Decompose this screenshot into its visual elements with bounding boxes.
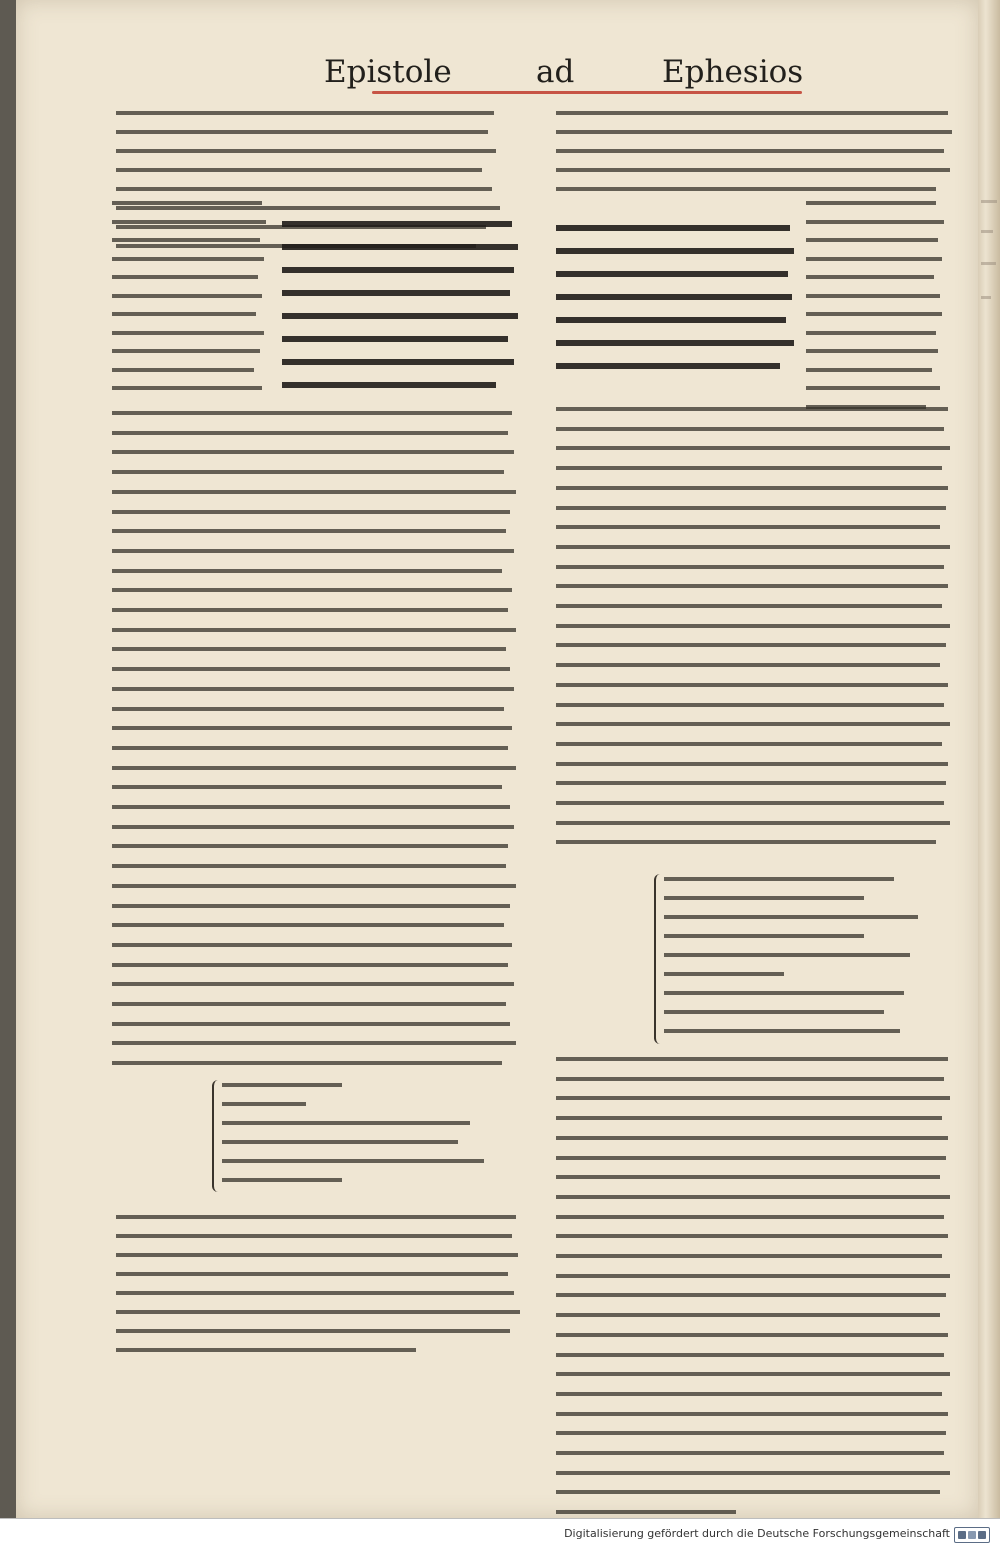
text-line-placeholder	[112, 238, 260, 242]
text-line-placeholder	[116, 1310, 520, 1314]
text-line-placeholder	[556, 1412, 948, 1416]
text-line-placeholder	[112, 1022, 510, 1026]
text-line-placeholder	[556, 506, 946, 510]
text-line-placeholder	[112, 766, 516, 770]
text-line-placeholder	[282, 244, 518, 250]
text-line-placeholder	[112, 349, 260, 353]
funding-credit: Digitalisierung gefördert durch die Deutsche Forschungsgemeinschaft	[564, 1527, 950, 1540]
text-line-placeholder	[112, 667, 510, 671]
book-page	[16, 0, 978, 1518]
text-line-placeholder	[806, 331, 936, 335]
text-line-placeholder	[556, 604, 942, 608]
text-line-placeholder	[664, 1010, 884, 1014]
text-line-placeholder	[116, 1348, 416, 1352]
text-line-placeholder	[116, 168, 482, 172]
text-line-placeholder	[222, 1102, 306, 1106]
dfg-logo-icon	[954, 1527, 990, 1543]
text-line-placeholder	[556, 1451, 944, 1455]
left-scripture-column	[282, 216, 524, 406]
text-line-placeholder	[556, 1471, 950, 1475]
text-line-placeholder	[116, 1215, 516, 1219]
text-line-placeholder	[112, 411, 512, 415]
text-line-placeholder	[282, 382, 496, 388]
text-line-placeholder	[556, 1254, 942, 1258]
text-line-placeholder	[112, 608, 508, 612]
text-line-placeholder	[112, 312, 256, 316]
text-line-placeholder	[556, 703, 944, 707]
text-line-placeholder	[556, 168, 950, 172]
text-line-placeholder	[222, 1159, 484, 1163]
binding-shadow	[0, 0, 16, 1518]
text-line-placeholder	[112, 257, 264, 261]
text-line-placeholder	[112, 569, 502, 573]
text-line-placeholder	[664, 1029, 900, 1033]
text-line-placeholder	[556, 1490, 940, 1494]
text-line-placeholder	[282, 267, 514, 273]
text-line-placeholder	[112, 904, 510, 908]
text-line-placeholder	[112, 386, 262, 390]
text-line-placeholder	[664, 972, 784, 976]
text-line-placeholder	[556, 840, 936, 844]
text-line-placeholder	[556, 525, 940, 529]
text-line-placeholder	[112, 450, 514, 454]
text-line-placeholder	[556, 1116, 942, 1120]
text-line-placeholder	[556, 1057, 948, 1061]
text-line-placeholder	[556, 584, 948, 588]
right-commentary-main	[556, 402, 956, 862]
text-line-placeholder	[556, 1077, 944, 1081]
text-line-placeholder	[112, 844, 508, 848]
text-line-placeholder	[556, 248, 794, 254]
text-line-placeholder	[116, 111, 494, 115]
text-line-placeholder	[112, 1002, 506, 1006]
text-line-placeholder	[556, 821, 950, 825]
text-line-placeholder	[556, 446, 950, 450]
text-line-placeholder	[664, 915, 918, 919]
text-line-placeholder	[556, 1333, 948, 1337]
text-line-placeholder	[112, 785, 502, 789]
text-line-placeholder	[112, 825, 514, 829]
rubric-underline	[372, 91, 802, 94]
text-line-placeholder	[282, 290, 510, 296]
next-page-edge	[978, 0, 1000, 1518]
text-line-placeholder	[112, 490, 516, 494]
text-line-placeholder	[664, 896, 864, 900]
running-head-word-1: Epistole	[324, 54, 452, 90]
text-line-placeholder	[556, 565, 944, 569]
text-line-placeholder	[112, 1041, 516, 1045]
text-line-placeholder	[556, 486, 948, 490]
text-line-placeholder	[116, 130, 488, 134]
text-line-placeholder	[112, 201, 262, 205]
text-line-placeholder	[556, 1353, 944, 1357]
text-line-placeholder	[112, 331, 264, 335]
text-line-placeholder	[664, 877, 894, 881]
text-line-placeholder	[116, 1329, 510, 1333]
text-line-placeholder	[556, 1274, 950, 1278]
text-line-placeholder	[556, 187, 936, 191]
right-scripture-column	[556, 220, 800, 390]
text-line-placeholder	[556, 1313, 940, 1317]
text-line-placeholder	[112, 431, 508, 435]
text-line-placeholder	[116, 1253, 518, 1257]
text-line-placeholder	[556, 1431, 946, 1435]
text-line-placeholder	[556, 1510, 736, 1514]
text-line-placeholder	[116, 1272, 508, 1276]
text-line-placeholder	[282, 221, 512, 227]
left-list-brace	[212, 1080, 222, 1192]
text-line-placeholder	[112, 943, 512, 947]
text-line-placeholder	[806, 294, 940, 298]
text-line-placeholder	[806, 386, 940, 390]
text-line-placeholder	[556, 225, 790, 231]
text-line-placeholder	[112, 628, 516, 632]
text-line-placeholder	[556, 1175, 940, 1179]
text-line-placeholder	[222, 1140, 458, 1144]
text-line-placeholder	[222, 1083, 342, 1087]
text-line-placeholder	[556, 683, 948, 687]
text-line-placeholder	[282, 313, 518, 319]
text-line-placeholder	[112, 588, 512, 592]
text-line-placeholder	[556, 1096, 950, 1100]
left-brace-list	[222, 1078, 502, 1198]
running-head-word-2: ad	[536, 54, 575, 90]
text-line-placeholder	[556, 1195, 950, 1199]
text-line-placeholder	[112, 923, 504, 927]
text-line-placeholder	[112, 294, 262, 298]
text-line-placeholder	[112, 982, 514, 986]
right-commentary-bottom	[556, 1052, 956, 1522]
text-line-placeholder	[112, 884, 516, 888]
text-line-placeholder	[116, 149, 496, 153]
text-line-placeholder	[556, 545, 950, 549]
text-line-placeholder	[556, 624, 950, 628]
text-line-placeholder	[112, 510, 510, 514]
text-line-placeholder	[116, 1234, 512, 1238]
text-line-placeholder	[112, 707, 504, 711]
text-line-placeholder	[556, 1156, 946, 1160]
left-sidebar-gloss	[112, 196, 272, 406]
right-sidebar-gloss	[806, 196, 950, 426]
text-line-placeholder	[806, 220, 944, 224]
text-line-placeholder	[116, 1291, 514, 1295]
text-line-placeholder	[806, 257, 942, 261]
text-line-placeholder	[112, 746, 508, 750]
text-line-placeholder	[806, 238, 938, 242]
text-line-placeholder	[664, 953, 910, 957]
text-line-placeholder	[806, 201, 936, 205]
text-line-placeholder	[806, 312, 942, 316]
text-line-placeholder	[556, 1234, 948, 1238]
text-line-placeholder	[664, 934, 864, 938]
text-line-placeholder	[556, 111, 948, 115]
text-line-placeholder	[556, 801, 944, 805]
right-brace-list	[664, 872, 944, 1052]
text-line-placeholder	[556, 1215, 944, 1219]
text-line-placeholder	[556, 363, 780, 369]
text-line-placeholder	[112, 726, 512, 730]
text-line-placeholder	[556, 762, 948, 766]
text-line-placeholder	[556, 340, 794, 346]
text-line-placeholder	[556, 722, 950, 726]
text-line-placeholder	[556, 643, 946, 647]
text-line-placeholder	[806, 349, 938, 353]
text-line-placeholder	[112, 864, 506, 868]
text-line-placeholder	[556, 294, 792, 300]
text-line-placeholder	[556, 466, 942, 470]
text-line-placeholder	[556, 407, 948, 411]
text-line-placeholder	[112, 805, 510, 809]
left-commentary-bottom	[116, 1210, 526, 1370]
footer-bar	[0, 1518, 1000, 1549]
text-line-placeholder	[282, 359, 514, 365]
text-line-placeholder	[806, 368, 932, 372]
text-line-placeholder	[112, 687, 514, 691]
text-line-placeholder	[112, 470, 504, 474]
right-list-brace	[654, 874, 664, 1044]
text-line-placeholder	[556, 149, 944, 153]
text-line-placeholder	[222, 1178, 342, 1182]
text-line-placeholder	[112, 549, 514, 553]
text-line-placeholder	[112, 275, 258, 279]
text-line-placeholder	[556, 1136, 948, 1140]
text-line-placeholder	[112, 529, 506, 533]
text-line-placeholder	[556, 742, 942, 746]
running-head	[16, 52, 978, 92]
text-line-placeholder	[112, 220, 266, 224]
left-commentary-main	[112, 406, 522, 1076]
text-line-placeholder	[112, 647, 506, 651]
text-line-placeholder	[556, 427, 944, 431]
text-line-placeholder	[556, 1372, 950, 1376]
text-line-placeholder	[556, 317, 786, 323]
text-line-placeholder	[556, 271, 788, 277]
text-line-placeholder	[806, 275, 934, 279]
right-commentary-top	[556, 106, 956, 206]
text-line-placeholder	[556, 663, 940, 667]
text-line-placeholder	[556, 1293, 946, 1297]
text-line-placeholder	[222, 1121, 470, 1125]
text-line-placeholder	[112, 1061, 502, 1065]
text-line-placeholder	[282, 336, 508, 342]
text-line-placeholder	[112, 368, 254, 372]
text-line-placeholder	[112, 963, 508, 967]
text-line-placeholder	[556, 781, 946, 785]
text-line-placeholder	[556, 1392, 942, 1396]
text-line-placeholder	[556, 130, 952, 134]
text-line-placeholder	[116, 187, 492, 191]
running-head-word-3: Ephesios	[662, 54, 804, 90]
text-line-placeholder	[664, 991, 904, 995]
